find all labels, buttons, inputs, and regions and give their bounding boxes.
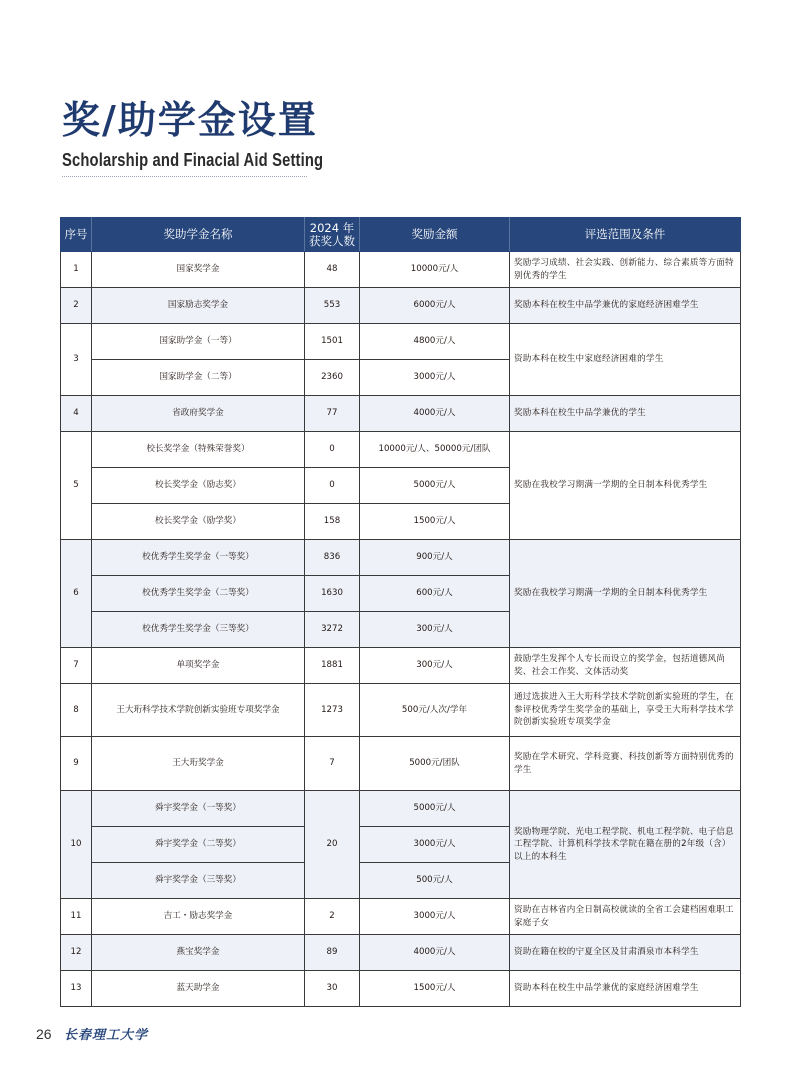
award-amount-cell: 10000元/人、50000元/团队: [360, 432, 510, 468]
scholarship-name-cell: 王大珩奖学金: [92, 737, 305, 791]
award-amount-cell: 300元/人: [360, 612, 510, 648]
winner-count-cell: 553: [305, 288, 360, 324]
winner-count-cell: 20: [305, 791, 360, 899]
winner-count-cell: 1273: [305, 684, 360, 737]
table-row: [61, 971, 741, 1007]
table-row: [61, 288, 741, 324]
row-number-cell: 9: [61, 737, 92, 791]
row-number-cell: 1: [61, 252, 92, 288]
row-number-cell: 12: [61, 935, 92, 971]
row-number-cell: 6: [61, 540, 92, 648]
winner-count-cell: 0: [305, 432, 360, 468]
award-amount-cell: 1500元/人: [360, 971, 510, 1007]
condition-cell: 奖励物理学院、光电工程学院、机电工程学院、电子信息工程学院、计算机科学技术学院在籍在册的2年级（含）以上的本科生: [510, 791, 741, 899]
table-row: [61, 791, 741, 827]
page-subtitle: Scholarship and Finacial Aid Setting: [62, 150, 324, 170]
condition-cell: 资助在籍在校的宁夏全区及甘肃酒泉市本科学生: [510, 935, 741, 971]
winner-count-cell: 0: [305, 468, 360, 504]
col-header-number: 序号: [61, 218, 92, 252]
award-amount-cell: 3000元/人: [360, 899, 510, 935]
scholarship-name-cell: 国家助学金（二等）: [92, 360, 305, 396]
award-amount-cell: 4800元/人: [360, 324, 510, 360]
winner-count-cell: 1630: [305, 576, 360, 612]
scholarship-name-cell: 吉工・励志奖学金: [92, 899, 305, 935]
scholarship-name-cell: 燕宝奖学金: [92, 935, 305, 971]
scholarship-name-cell: 王大珩科学技术学院创新实验班专项奖学金: [92, 684, 305, 737]
scholarship-name-cell: 国家助学金（一等）: [92, 324, 305, 360]
row-number-cell: 7: [61, 648, 92, 684]
col-header-name: 奖助学金名称: [92, 218, 305, 252]
table-row: [61, 540, 741, 576]
condition-cell: 资助在吉林省内全日制高校就读的全省工会建档困难职工家庭子女: [510, 899, 741, 935]
winner-count-cell: 1881: [305, 648, 360, 684]
row-number-cell: 8: [61, 684, 92, 737]
winner-count-cell: 3272: [305, 612, 360, 648]
row-number-cell: 4: [61, 396, 92, 432]
scholarship-name-cell: 校优秀学生奖学金（一等奖）: [92, 540, 305, 576]
page-title: 奖/助学金设置: [62, 98, 318, 142]
award-amount-cell: 3000元/人: [360, 827, 510, 863]
row-number-cell: 2: [61, 288, 92, 324]
condition-cell: 资助本科在校生中品学兼优的家庭经济困难学生: [510, 971, 741, 1007]
scholarship-name-cell: 校优秀学生奖学金（三等奖）: [92, 612, 305, 648]
scholarship-name-cell: 省政府奖学金: [92, 396, 305, 432]
condition-cell: 奖励在我校学习期满一学期的全日制本科优秀学生: [510, 432, 741, 540]
award-amount-cell: 5000元/人: [360, 468, 510, 504]
scholarship-name-cell: 校长奖学金（特殊荣誉奖）: [92, 432, 305, 468]
scholarship-name-cell: 校优秀学生奖学金（二等奖）: [92, 576, 305, 612]
condition-cell: 鼓励学生发挥个人专长而设立的奖学金，包括道德风尚奖、社会工作奖、文体活动奖: [510, 648, 741, 684]
award-amount-cell: 900元/人: [360, 540, 510, 576]
condition-cell: 通过选拔进入王大珩科学技术学院创新实验班的学生，在参评校优秀学生奖学金的基础上，享受王大珩科学技术学院创新实验班专项奖学金: [510, 684, 741, 737]
col-header-amount: 奖励金额: [360, 218, 510, 252]
scholarship-name-cell: 国家奖学金: [92, 252, 305, 288]
row-number-cell: 3: [61, 324, 92, 396]
scholarship-name-cell: 校长奖学金（励学奖）: [92, 504, 305, 540]
table-row: [61, 648, 741, 684]
award-amount-cell: 10000元/人: [360, 252, 510, 288]
winner-count-cell: 2360: [305, 360, 360, 396]
condition-cell: 奖励学习成绩、社会实践、创新能力、综合素质等方面特别优秀的学生: [510, 252, 741, 288]
award-amount-cell: 6000元/人: [360, 288, 510, 324]
winner-count-cell: 2: [305, 899, 360, 935]
table-row: [61, 432, 741, 468]
winner-count-cell: 158: [305, 504, 360, 540]
scholarship-name-cell: 单项奖学金: [92, 648, 305, 684]
scholarship-table: [60, 217, 741, 1007]
winner-count-cell: 48: [305, 252, 360, 288]
award-amount-cell: 4000元/人: [360, 396, 510, 432]
award-amount-cell: 4000元/人: [360, 935, 510, 971]
table-row: [61, 324, 741, 360]
award-amount-cell: 500元/人: [360, 863, 510, 899]
condition-cell: 奖励在我校学习期满一学期的全日制本科优秀学生: [510, 540, 741, 648]
scholarship-name-cell: 舜宇奖学金（二等奖）: [92, 827, 305, 863]
title-divider: [62, 176, 307, 177]
condition-cell: 资助本科在校生中家庭经济困难的学生: [510, 324, 741, 396]
scholarship-name-cell: 校长奖学金（励志奖）: [92, 468, 305, 504]
condition-cell: 奖励本科在校生中品学兼优的学生: [510, 396, 741, 432]
col-header-condition: 评选范围及条件: [510, 218, 741, 252]
university-logo: 长春理工大学: [64, 1028, 149, 1043]
row-number-cell: 5: [61, 432, 92, 540]
scholarship-name-cell: 舜宇奖学金（三等奖）: [92, 863, 305, 899]
award-amount-cell: 500元/人次/学年: [360, 684, 510, 737]
scholarship-name-cell: 国家励志奖学金: [92, 288, 305, 324]
row-number-cell: 11: [61, 899, 92, 935]
table-row: [61, 899, 741, 935]
award-amount-cell: 600元/人: [360, 576, 510, 612]
winner-count-cell: 89: [305, 935, 360, 971]
table-row: [61, 737, 741, 791]
table-body: [61, 252, 741, 1007]
winner-count-cell: 30: [305, 971, 360, 1007]
col-header-count-label: 获奖人数: [309, 233, 355, 248]
row-number-cell: 13: [61, 971, 92, 1007]
winner-count-cell: 836: [305, 540, 360, 576]
col-header-count-year: 2024 年: [309, 220, 355, 235]
winner-count-cell: 77: [305, 396, 360, 432]
winner-count-cell: 7: [305, 737, 360, 791]
scholarship-name-cell: 蓝天助学金: [92, 971, 305, 1007]
row-number-cell: 10: [61, 791, 92, 899]
award-amount-cell: 300元/人: [360, 648, 510, 684]
award-amount-cell: 3000元/人: [360, 360, 510, 396]
page-number: 26: [36, 1026, 52, 1042]
award-amount-cell: 5000元/人: [360, 791, 510, 827]
table-row: [61, 684, 741, 737]
condition-cell: 奖励本科在校生中品学兼优的家庭经济困难学生: [510, 288, 741, 324]
award-amount-cell: 5000元/团队: [360, 737, 510, 791]
col-header-count: [305, 218, 360, 252]
award-amount-cell: 1500元/人: [360, 504, 510, 540]
winner-count-cell: 1501: [305, 324, 360, 360]
table-row: [61, 935, 741, 971]
table-row: [61, 252, 741, 288]
table-row: [61, 396, 741, 432]
condition-cell: 奖励在学术研究、学科竞赛、科技创新等方面特别优秀的学生: [510, 737, 741, 791]
table-header-row: [61, 218, 741, 252]
scholarship-name-cell: 舜宇奖学金（一等奖）: [92, 791, 305, 827]
